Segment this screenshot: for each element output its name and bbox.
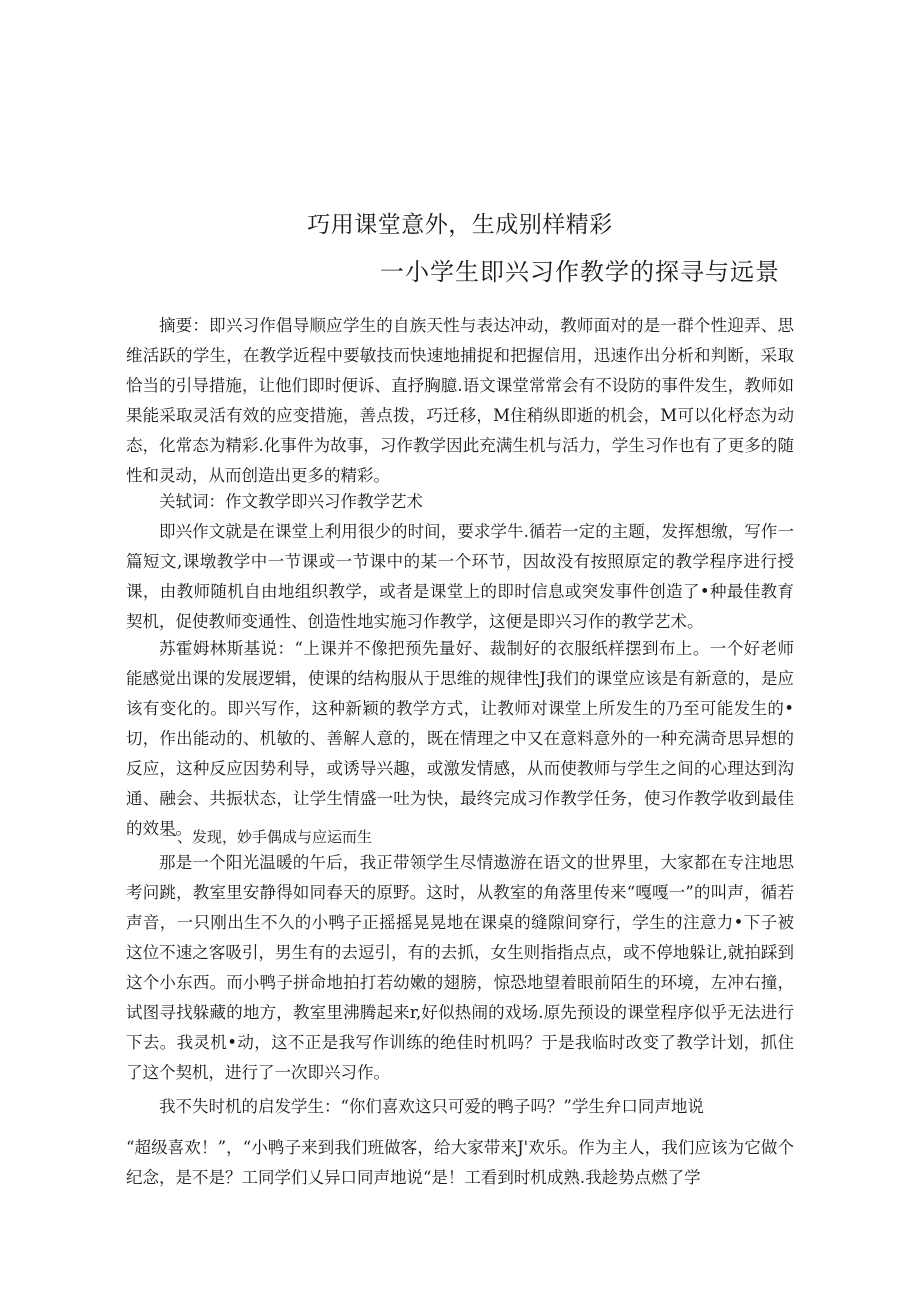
document-subtitle: 一小学生即兴习作教学的探寻与远景 — [380, 258, 780, 286]
section-heading-1: 一、发现，妙手偶成与应运而生 — [162, 828, 373, 846]
document-title: 巧用课堂意外，生成别样精彩 — [307, 212, 613, 238]
body-paragraph-3: 那是一个阳光温暖的午后，我正带领学生尽情遨游在语文的世界里，大家都在专注地思考问跳，教室里安静得如同春天的原野。这时，从教室的角落里传来“嘎嘎一”的叫声，循若声音，一只刚出生不久的小鸭子正摇摇晃晃地在课桌的缝隙间穿行，学生的注意力•下子被这位不速之客吸引，男生有的去逗引，有的去抓，女生则指指点点，或不停地躲让,就拍踩到这个小东西。而小鸭子拼命地拍打若幼嫩的翅膀，惊恐地望着眼前陌生的环境，左冲右撞，试图寻找躲藏的地方，教室里沸腾起来r,好似热闹的戏场.原先预设的课堂程序似乎无法进行下去。我灵机•动，这不正是我写作训练的绝佳时机吗？于是我临时改变了教学计划，抓住了这个契机，进行了一次即兴习作。 — [126, 853, 794, 1082]
keywords-line: 关轼词：作文教学即兴习作教学艺术 — [159, 492, 423, 511]
body-paragraph-4: 我不失时机的启发学生：“你们喜欢这只可爱的鸭子吗？”学生弁口同声地说 — [159, 1097, 704, 1116]
abstract-paragraph: 摘要：即兴习作倡导顺应学生的自族天性与表达冲动，教师面对的是一群个性迎弄、思维活跃的学生，在教学近程中要敏技而快速地捕捉和把握信用，迅速作出分析和判断，采取恰当的引导措施，让他们即时便诉、直抒胸臆.语文课堂常常会有不设防的事件发生，教师如果能采取灵活有效的应变措施，善点拨，巧迁移，M住稍纵即逝的机会，M可以化杼态为动态，化常态为精彩.化事件为故事，习作教学因此充满生机与活力，学生习作也有了更多的随性和灵动，从而创造出更多的精彩。 — [126, 316, 794, 485]
body-paragraph-1: 即兴作文就是在课堂上利用很少的时间，要求学牛.循若一定的主题，发挥想缴，写作一篇短文,课墩教学中一节课或一节课中的某一个环节，因故没有按照原定的教学程序进行授课，由教师随机自由地组织教学，或者是课堂上的即时信息或突发事件创造了•种最佳教育契机，促使教师变通性、创造性地实施习作教学，这便是即兴习作的教学艺术。 — [126, 522, 794, 631]
body-paragraph-2: 苏霍姆林斯基说：“上课并不像把预先量好、裁制好的衣服纸样摆到布上。一个好老师能感觉出课的发展逻辑，使课的结构服从于思维的规律性J我们的课堂应该是有新意的，是应该有变化的。即兴写作，这种新颖的教学方式，让教师对课堂上所发生的乃至可能发生的•切，作出能动的、机敏的、善解人意的，既在情理之中又在意料意外的一种充满奇思异想的反应，这种反应因势利导，或诱导兴趣，或激发情感，从而使教师与学生之间的心理达到沟通、融会、共振状态，让学生情盛一吐为快，最终完成习作教学任务，使习作教学收到最佳的效果。 — [126, 639, 794, 838]
body-paragraph-5: “超级喜欢！”，“小鸭子来到我们班做客，给大家带来J'欢乐。作为主人，我们应该为它做个纪念，是不是？工同学们乂异口同声地说“是！工看到时机成熟.我趁势点燃了学 — [126, 1138, 794, 1187]
